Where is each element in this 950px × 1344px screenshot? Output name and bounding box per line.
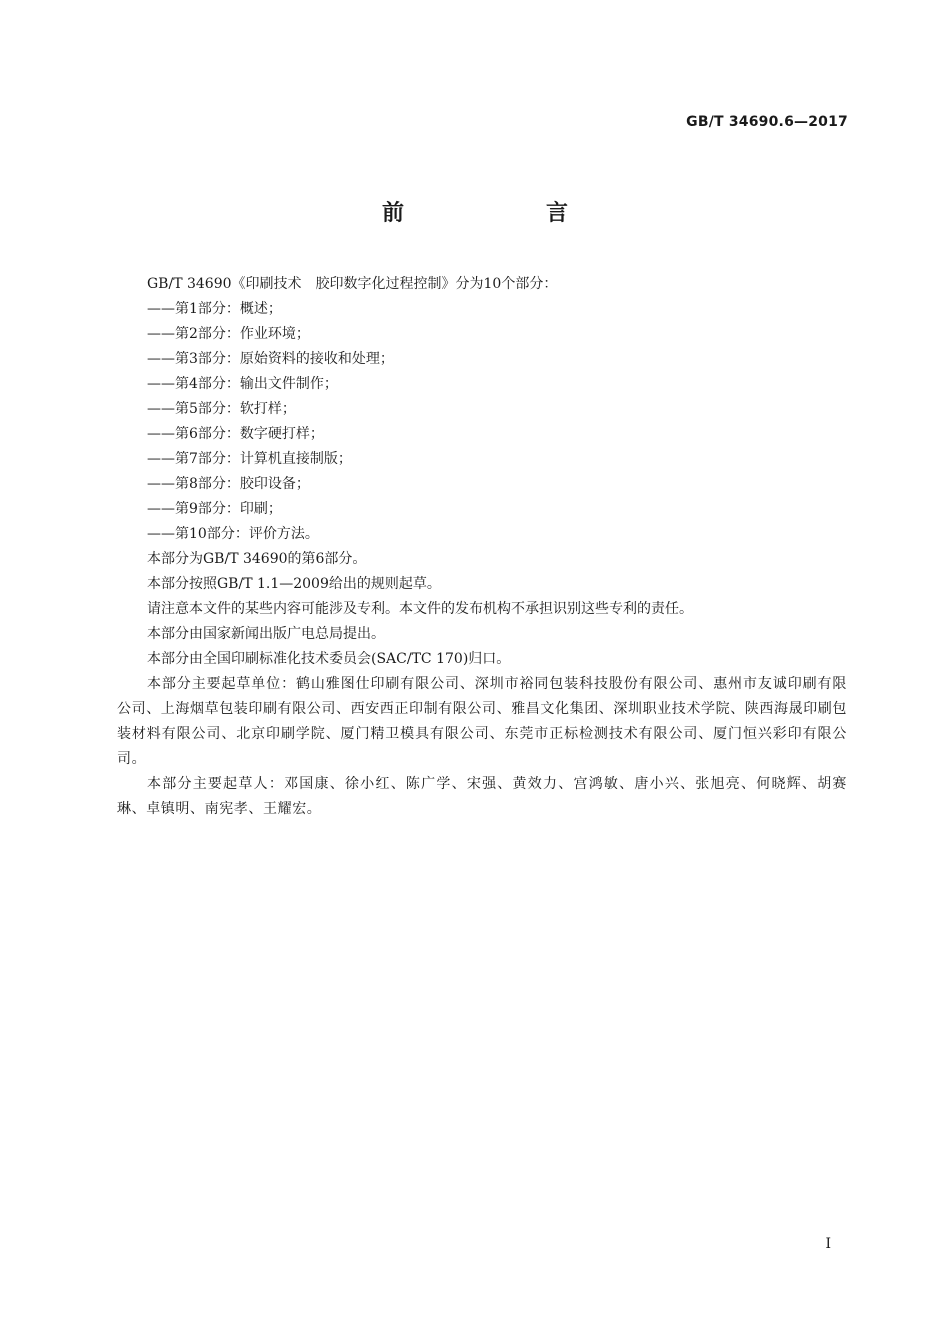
drafting-units-paragraph: 本部分主要起草单位：鹤山雅图仕印刷有限公司、深圳市裕同包装科技股份有限公司、惠州市友诚印刷有限公司、上海烟草包装印刷有限公司、西安西正印制有限公司、雅昌文化集团、深圳职业技术学院、陕西海晟印刷包装材料有限公司、北京印刷学院、厦门精卫模具有限公司、东莞市正标检测技术有限公司、厦门恒兴彩印有限公司。 bbox=[117, 676, 847, 767]
this-part-paragraph: 本部分为GB/T 34690的第6部分。 bbox=[147, 551, 367, 567]
page-title: 前 言 bbox=[381, 201, 628, 226]
part-list-item: ——第7部分：计算机直接制版； bbox=[147, 451, 352, 467]
patent-notice-paragraph: 请注意本文件的某些内容可能涉及专利。本文件的发布机构不承担识别这些专利的责任。 bbox=[147, 601, 693, 617]
part-list-item: ——第8部分：胶印设备； bbox=[147, 476, 310, 492]
part-list-item: ——第3部分：原始资料的接收和处理； bbox=[147, 351, 394, 367]
drafters-paragraph: 本部分主要起草人：邓国康、徐小红、陈广学、宋强、黄效力、宫鸿敏、唐小兴、张旭亮、何晓辉、胡赛琳、卓镇明、南宪孝、王耀宏。 bbox=[117, 776, 847, 817]
part-list-item: ——第1部分：概述； bbox=[147, 301, 282, 317]
proposed-by-paragraph: 本部分由国家新闻出版广电总局提出。 bbox=[147, 626, 385, 642]
part-list-item: ——第5部分：软打样； bbox=[147, 401, 296, 417]
standard-number: GB/T 34690.6—2017 bbox=[686, 114, 848, 130]
intro-paragraph: GB/T 34690《印刷技术 胶印数字化过程控制》分为10个部分： bbox=[147, 276, 558, 292]
jurisdiction-paragraph: 本部分由全国印刷标准化技术委员会(SAC/TC 170)归口。 bbox=[147, 651, 511, 667]
part-list-item: ——第4部分：输出文件制作； bbox=[147, 376, 338, 392]
part-list-item: ——第10部分：评价方法。 bbox=[147, 526, 319, 542]
drafting-rules-paragraph: 本部分按照GB/T 1.1—2009给出的规则起草。 bbox=[147, 576, 441, 592]
page-number: I bbox=[825, 1236, 831, 1252]
foreword-body bbox=[117, 272, 847, 822]
part-list-item: ——第2部分：作业环境； bbox=[147, 326, 310, 342]
part-list-item: ——第9部分：印刷； bbox=[147, 501, 282, 517]
part-list-item: ——第6部分：数字硬打样； bbox=[147, 426, 324, 442]
